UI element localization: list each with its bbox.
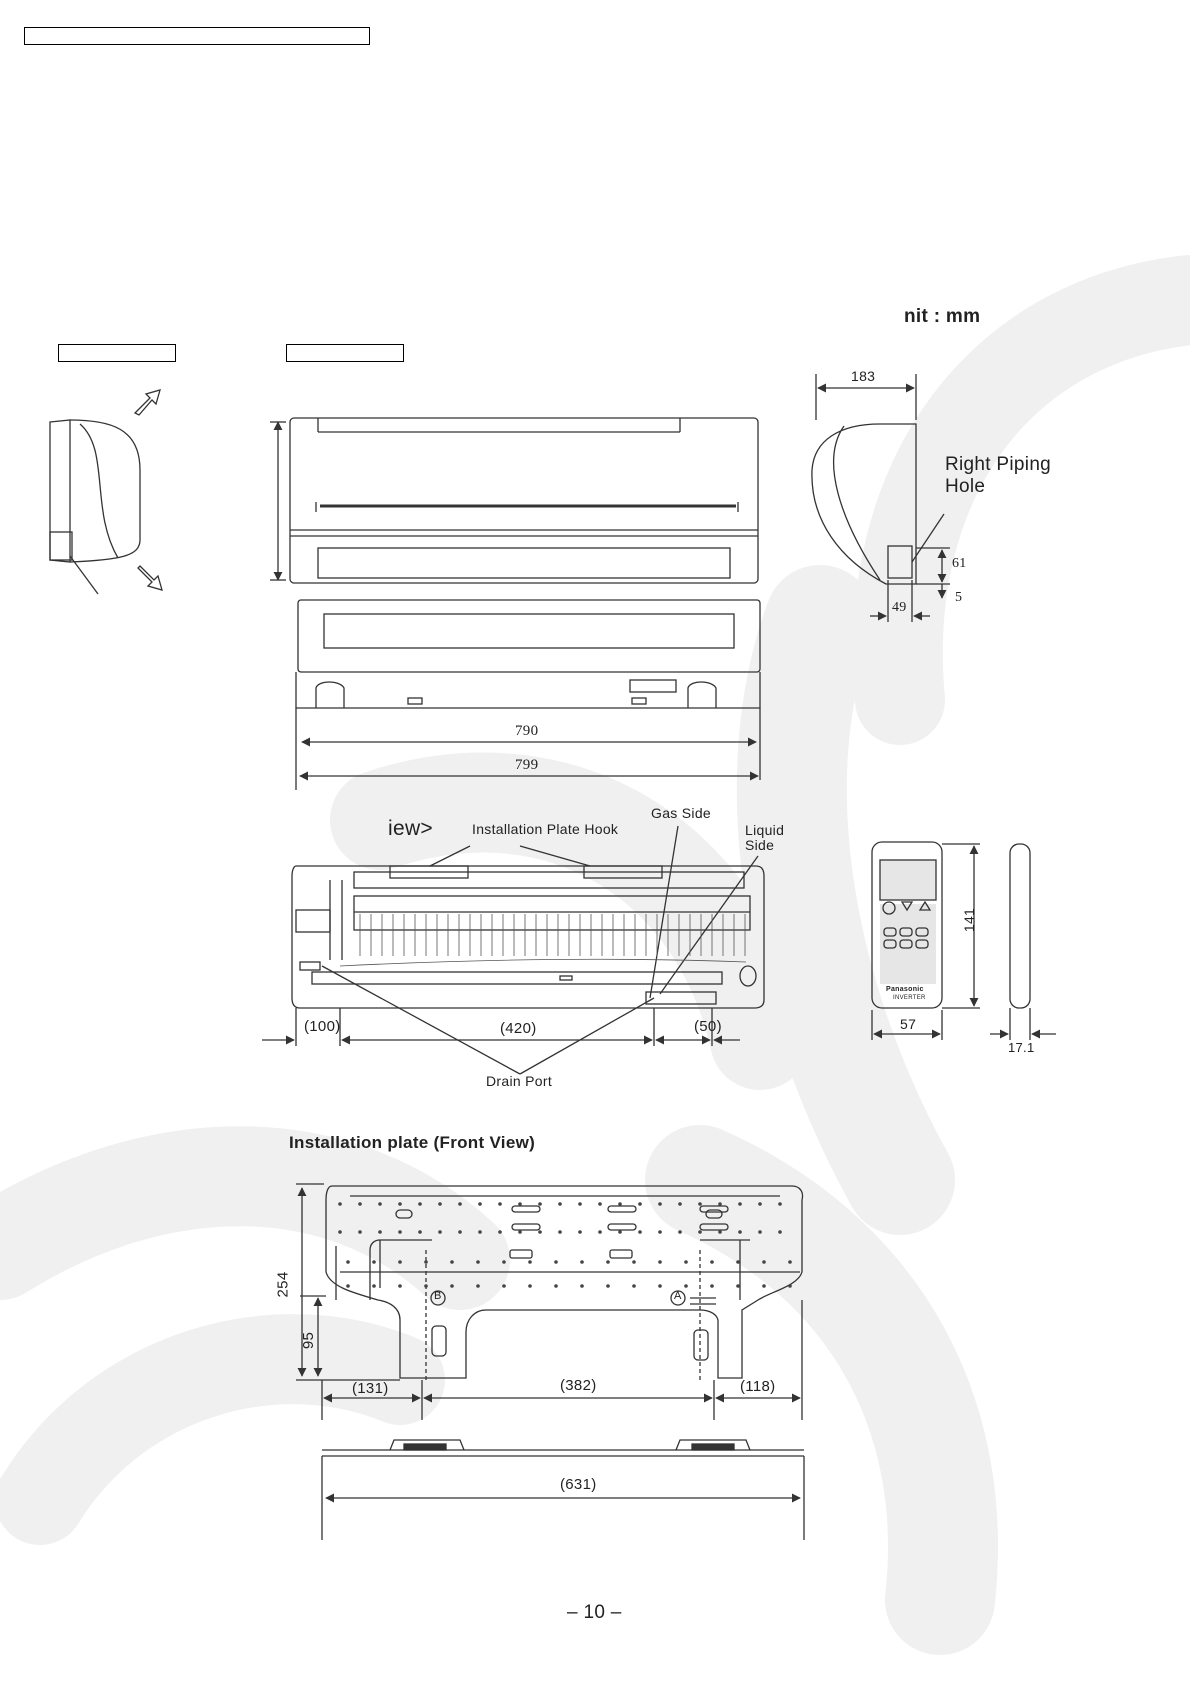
front-view-caption-box — [286, 344, 404, 362]
hole-width-dim: 49 — [892, 600, 907, 615]
gas-side-label: Gas Side — [651, 805, 711, 821]
plate-height-dim: 254 — [274, 1271, 292, 1298]
bottom-dim-mid: (420) — [500, 1020, 537, 1037]
plate-dim-left: (131) — [352, 1380, 389, 1397]
plate-marker-a: A — [674, 1290, 682, 1302]
side-view-caption-box — [58, 344, 176, 362]
page-header-box — [24, 27, 370, 45]
liquid-side-label: Liquid Side — [745, 822, 785, 853]
bottom-view-title: iew> — [388, 817, 433, 840]
remote-height-dim: 141 — [961, 907, 978, 933]
remote-control — [872, 842, 1056, 1040]
airflow-in-arrow — [135, 390, 160, 415]
airflow-out-arrow — [138, 566, 162, 590]
plate-dim-right: (118) — [740, 1378, 776, 1395]
remote-brand: Panasonic — [886, 986, 924, 993]
plate-dim-mid: (382) — [560, 1377, 597, 1394]
unit-label: nit : mm — [904, 306, 981, 327]
plate-total-width-dim: (631) — [560, 1476, 597, 1493]
front-outer-width-dim: 799 — [515, 757, 539, 773]
plate-lower-height-dim: 95 — [300, 1331, 318, 1350]
drain-port-label: Drain Port — [486, 1073, 553, 1089]
installation-plate-title: Installation plate (Front View) — [289, 1133, 536, 1152]
front-view — [270, 418, 758, 583]
plate-marker-b: B — [434, 1290, 442, 1302]
front-inner-width-dim: 790 — [515, 723, 539, 739]
page-number: – 10 – — [567, 1602, 622, 1623]
hole-height-dim: 61 — [952, 556, 967, 571]
side-depth-dim: 183 — [851, 368, 876, 384]
bottom-dim-left: (100) — [304, 1018, 341, 1035]
hole-offset-dim: 5 — [955, 590, 963, 605]
remote-width-dim: 57 — [900, 1016, 917, 1032]
bottom-dim-right: (50) — [694, 1018, 722, 1035]
installation-plate-hook-label: Installation Plate Hook — [472, 821, 619, 837]
right-piping-hole-label: Right Piping Hole — [945, 454, 1052, 497]
remote-sub-brand: INVERTER — [893, 995, 926, 1001]
remote-thickness-dim: 17.1 — [1008, 1040, 1035, 1055]
side-view-left — [50, 420, 140, 594]
